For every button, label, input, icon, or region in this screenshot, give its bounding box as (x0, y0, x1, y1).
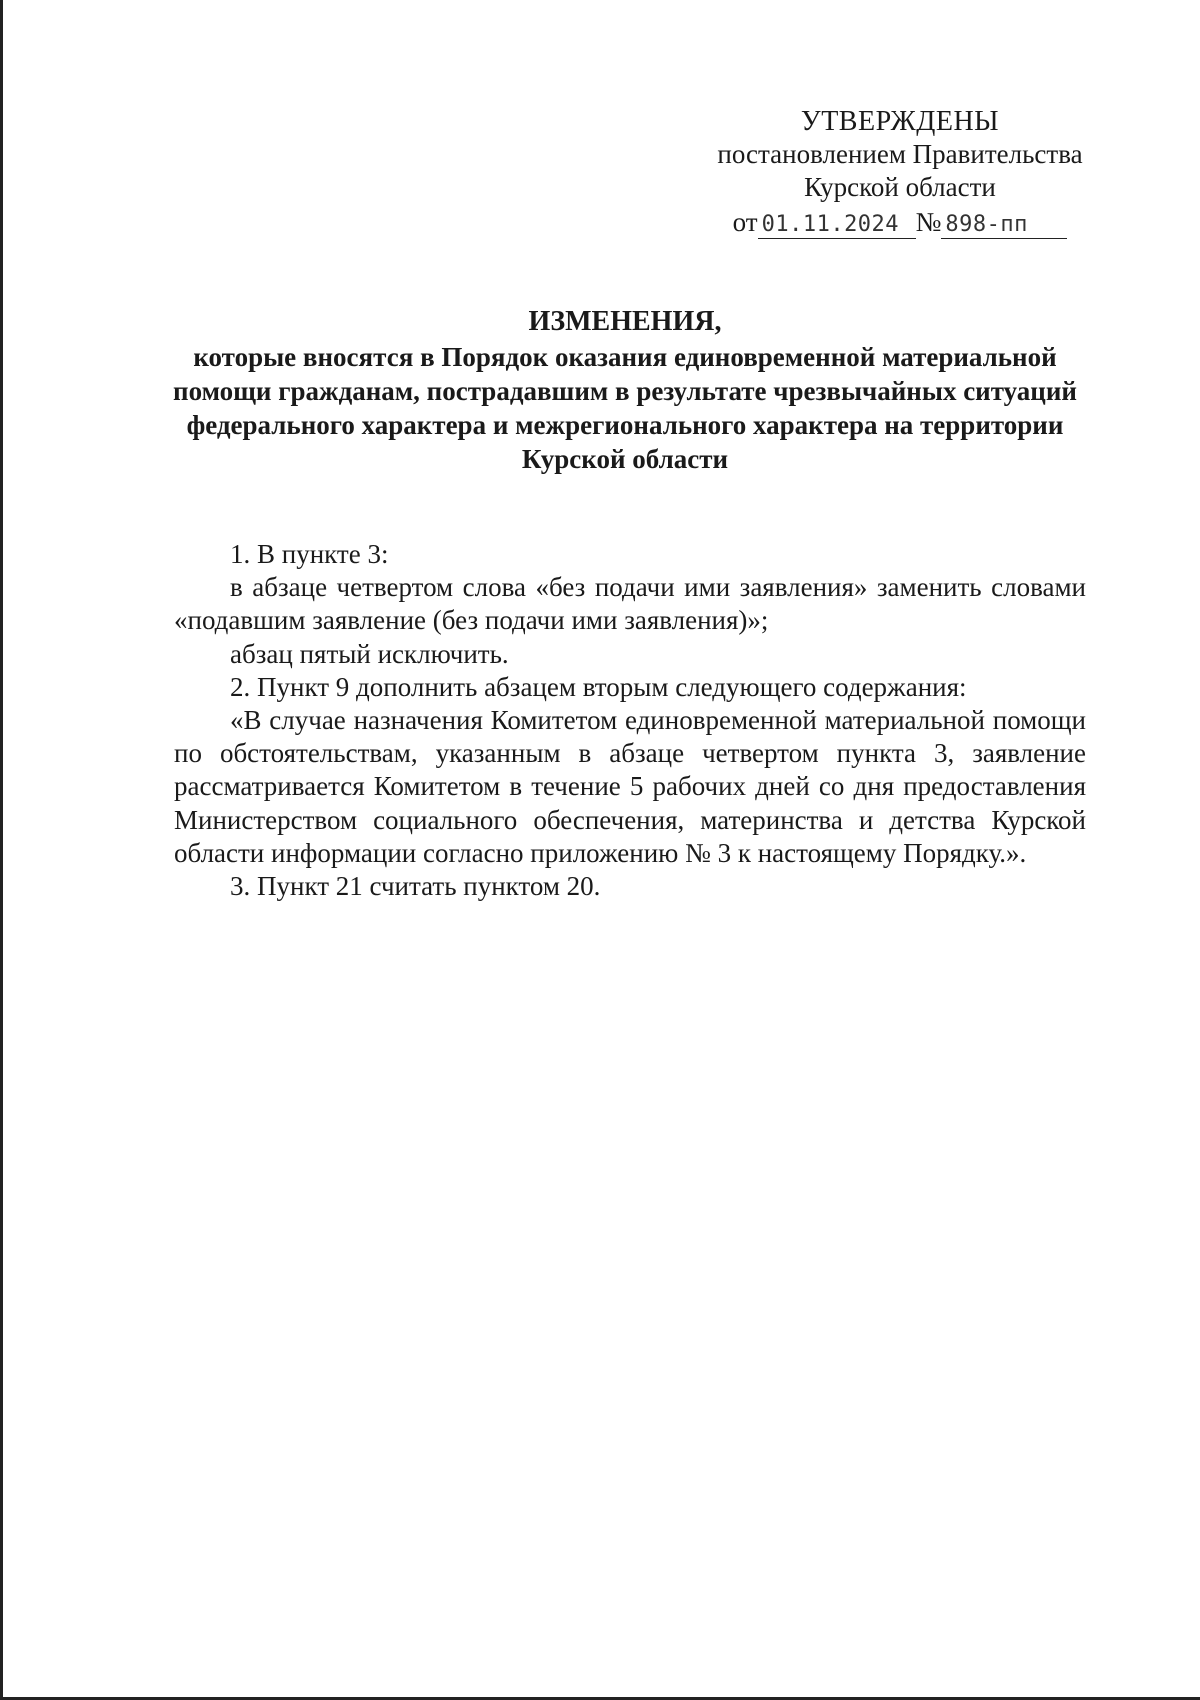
paragraph-3: абзац пятый исключить. (230, 638, 509, 669)
number-sign: № (915, 207, 942, 237)
approval-block (680, 105, 1120, 239)
approval-line-1: постановлением Правительства (717, 139, 1083, 169)
heading-title: ИЗМЕНЕНИЯ, (528, 306, 722, 337)
heading-subtitle: которые вносятся в Порядок оказания единовременной материальной помощи гражданам, пострадавшим в результате чрезвычайных ситуаций федерального характера и межрегионального характера на территории Курской области (173, 342, 1077, 474)
document-heading (160, 305, 1090, 476)
paragraph-5: «В случае назначения Комитетом единовременной материальной помощи по обстоятельствам, указанным в абзаце четвертом пункта 3, заявление рассматривается Комитетом в течение 5 рабочих дней со дня предоставления Министерством социального обеспечения, материнства и детства Курской области информации согласно приложению № 3 к настоящему Порядку.». (174, 705, 1086, 868)
approval-line-2: Курской области (804, 172, 996, 202)
paragraph-4: 2. Пункт 9 дополнить абзацем вторым следующего содержания: (230, 671, 967, 702)
paragraph-2: в абзаце четвертом слова «без подачи ими заявления» заменить словами «подавшим заявление (без подачи ими заявления)»; (174, 572, 1086, 636)
paragraph-1: 1. В пункте 3: (230, 539, 389, 569)
scan-edge-left (0, 0, 3, 1700)
document-body (174, 538, 1086, 903)
paragraph-6: 3. Пункт 21 считать пунктом 20. (230, 871, 601, 902)
approval-date: 01.11.2024 (758, 213, 916, 239)
approval-title: УТВЕРЖДЕНЫ (800, 106, 1000, 137)
approval-number: 898-пп (941, 213, 1067, 239)
date-prefix: от (732, 207, 758, 237)
approval-date-line (733, 206, 1068, 239)
